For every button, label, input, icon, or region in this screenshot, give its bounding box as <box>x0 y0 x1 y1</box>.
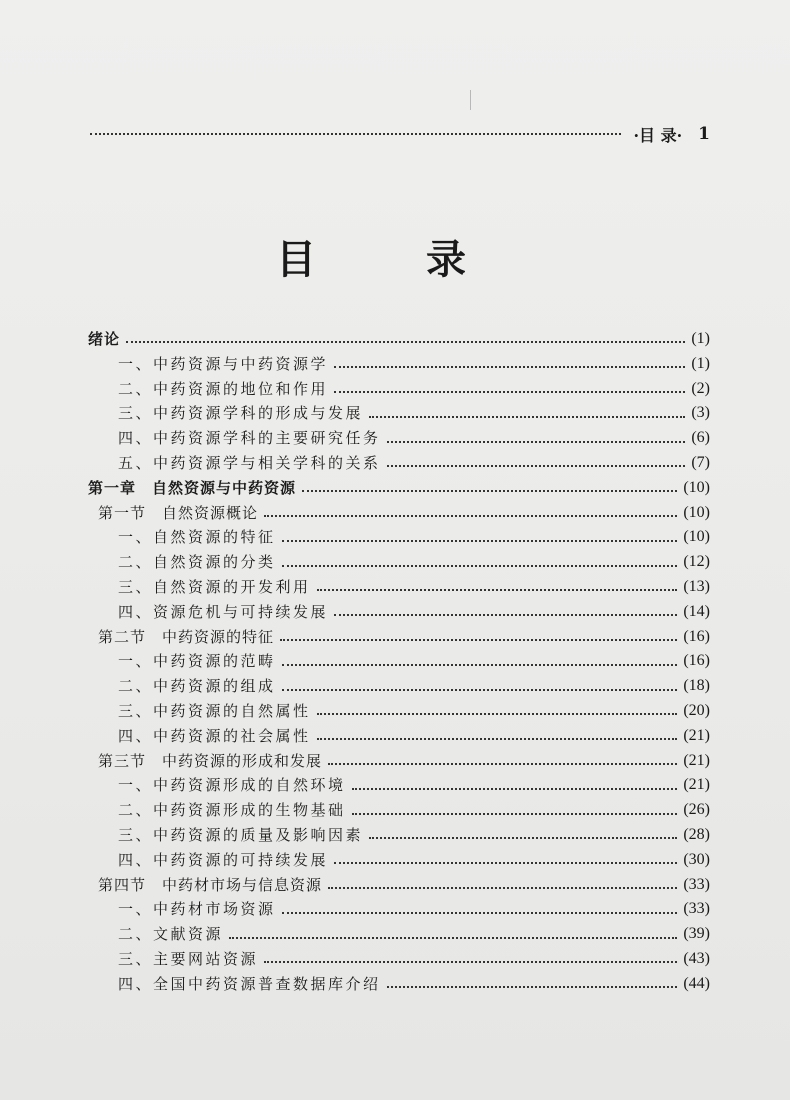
toc-entry-page: (10) <box>683 528 710 546</box>
toc-leader-dots <box>352 788 678 790</box>
toc-entry[interactable] <box>88 352 710 377</box>
toc-entry-page: (10) <box>683 478 710 496</box>
toc-leader-dots <box>302 490 677 492</box>
toc-leader-dots <box>334 862 677 864</box>
toc-leader-dots <box>369 837 677 839</box>
toc-entry-page: (1) <box>691 330 710 347</box>
toc-entry[interactable] <box>88 749 710 774</box>
toc-leader-dots <box>328 763 677 765</box>
toc-entry-title: 二、文献资源 <box>118 925 224 944</box>
toc-entry-title: 五、中药资源学与相关学科的关系 <box>118 453 381 472</box>
toc-entry-page: (14) <box>683 602 710 620</box>
toc-entry[interactable] <box>88 575 710 600</box>
toc-entry-title: 二、中药资源形成的生物基础 <box>118 801 346 820</box>
toc-entry-page: (21) <box>683 776 710 794</box>
toc-entry-page: (18) <box>683 677 710 695</box>
toc-leader-dots <box>282 912 678 914</box>
toc-entry[interactable] <box>88 451 710 476</box>
toc-leader-dots <box>334 614 677 616</box>
toc-entry[interactable] <box>88 823 710 848</box>
toc-entry-page: (33) <box>683 875 710 893</box>
toc-entry-page: (1) <box>691 354 710 372</box>
toc-entry-title: 四、资源危机与可持续发展 <box>118 602 329 621</box>
toc-leader-dots <box>280 639 677 641</box>
toc-entry-page: (33) <box>683 900 710 918</box>
toc-entry-title: 第四节 中药材市场与信息资源 <box>98 875 323 894</box>
toc-entry-title: 一、中药资源形成的自然环境 <box>118 776 346 795</box>
toc-entry-title: 绪论 <box>88 330 121 348</box>
toc-leader-dots <box>264 961 677 963</box>
toc-entry-title: 一、中药材市场资源 <box>118 900 276 919</box>
toc-leader-dots <box>229 937 677 939</box>
toc-entry-page: (20) <box>683 701 710 719</box>
toc-entry-page: (21) <box>683 751 710 769</box>
toc-entry-title: 三、中药资源的自然属性 <box>118 701 311 720</box>
toc-leader-dots <box>282 540 678 542</box>
toc-leader-dots <box>328 887 677 889</box>
toc-entry[interactable] <box>88 327 710 352</box>
toc-entry[interactable] <box>88 377 710 402</box>
bleed-through-mark <box>470 90 471 110</box>
toc-entry-title: 一、自然资源的特征 <box>118 528 276 547</box>
running-header <box>90 120 710 148</box>
toc-entry[interactable] <box>88 550 710 575</box>
toc-leader-dots <box>317 738 678 740</box>
toc-entry[interactable] <box>88 873 710 898</box>
toc-entry-title: 二、中药资源的地位和作用 <box>118 379 329 398</box>
toc-entry-title: 四、中药资源的可持续发展 <box>118 850 329 869</box>
toc-entry[interactable] <box>88 625 710 650</box>
toc-leader-dots <box>334 391 685 393</box>
toc-entry[interactable] <box>88 525 710 550</box>
toc-entry-page: (16) <box>683 627 710 645</box>
toc-entry-title: 一、中药资源的范畴 <box>118 652 276 671</box>
toc-entry[interactable] <box>88 922 710 947</box>
toc-entry-page: (6) <box>691 429 710 447</box>
toc-entry[interactable] <box>88 426 710 451</box>
toc-entry[interactable] <box>88 773 710 798</box>
toc-leader-dots <box>369 416 685 418</box>
toc-leader-dots <box>126 341 685 343</box>
toc-entry[interactable] <box>88 699 710 724</box>
toc-entry-title: 第一章 自然资源与中药资源 <box>88 478 297 497</box>
toc-entry-page: (44) <box>683 974 710 992</box>
toc-entry-title: 第二节 中药资源的特征 <box>98 627 275 646</box>
toc-entry[interactable] <box>88 947 710 972</box>
toc-entry[interactable] <box>88 501 710 526</box>
toc-leader-dots <box>387 441 686 443</box>
toc-entry-title: 三、中药资源的质量及影响因素 <box>118 825 364 844</box>
toc-entry-title: 四、中药资源的社会属性 <box>118 726 311 745</box>
toc-entry[interactable] <box>88 798 710 823</box>
toc-entry-page: (7) <box>691 453 710 471</box>
toc-entry-page: (13) <box>683 577 710 595</box>
toc-leader-dots <box>282 664 678 666</box>
toc-leader-dots <box>317 713 678 715</box>
toc-leader-dots <box>317 589 678 591</box>
toc-entry[interactable] <box>88 476 710 501</box>
toc-entry-page: (26) <box>683 801 710 819</box>
toc-entry-title: 一、中药资源与中药资源学 <box>118 354 329 373</box>
toc-entry-page: (28) <box>683 825 710 843</box>
toc-entry[interactable] <box>88 724 710 749</box>
toc-entry[interactable] <box>88 972 710 997</box>
toc-entry-title: 三、主要网站资源 <box>118 949 259 968</box>
toc-entry-title: 第三节 中药资源的形成和发展 <box>98 751 323 770</box>
toc-entry[interactable] <box>88 401 710 426</box>
toc-leader-dots <box>334 366 685 368</box>
toc-entry-title: 三、自然资源的开发利用 <box>118 577 311 596</box>
toc-leader-dots <box>282 689 678 691</box>
toc-leader-dots <box>387 986 678 988</box>
page-title: 目 录 <box>276 237 514 283</box>
toc-entry-page: (21) <box>683 726 710 744</box>
toc-entry-title: 第一节 自然资源概论 <box>98 503 259 522</box>
toc-leader-dots <box>352 813 678 815</box>
toc-entry[interactable] <box>88 674 710 699</box>
toc-entry[interactable] <box>88 897 710 922</box>
toc-entry-title: 四、中药资源学科的主要研究任务 <box>118 429 381 448</box>
toc-entry[interactable] <box>88 649 710 674</box>
toc-leader-dots <box>282 565 678 567</box>
toc-entry-page: (2) <box>691 379 710 397</box>
table-of-contents <box>88 327 710 997</box>
toc-entry[interactable] <box>88 600 710 625</box>
toc-entry-title: 二、自然资源的分类 <box>118 553 276 572</box>
header-dotted-rule <box>90 133 621 135</box>
toc-entry-page: (3) <box>691 404 710 422</box>
toc-entry-page: (12) <box>683 553 710 571</box>
toc-entry-title: 二、中药资源的组成 <box>118 677 276 696</box>
toc-leader-dots <box>264 515 677 517</box>
toc-entry-title: 四、全国中药资源普查数据库介绍 <box>118 974 381 993</box>
toc-entry-page: (10) <box>683 503 710 521</box>
toc-entry-page: (16) <box>683 652 710 670</box>
toc-entry[interactable] <box>88 848 710 873</box>
toc-entry-page: (39) <box>683 925 710 943</box>
toc-leader-dots <box>387 465 686 467</box>
header-text: ·目 录· <box>633 125 683 145</box>
toc-entry-page: (43) <box>683 949 710 967</box>
toc-entry-title: 三、中药资源学科的形成与发展 <box>118 404 364 423</box>
toc-entry-page: (30) <box>683 850 710 868</box>
header-page-number: 1 <box>698 124 710 144</box>
